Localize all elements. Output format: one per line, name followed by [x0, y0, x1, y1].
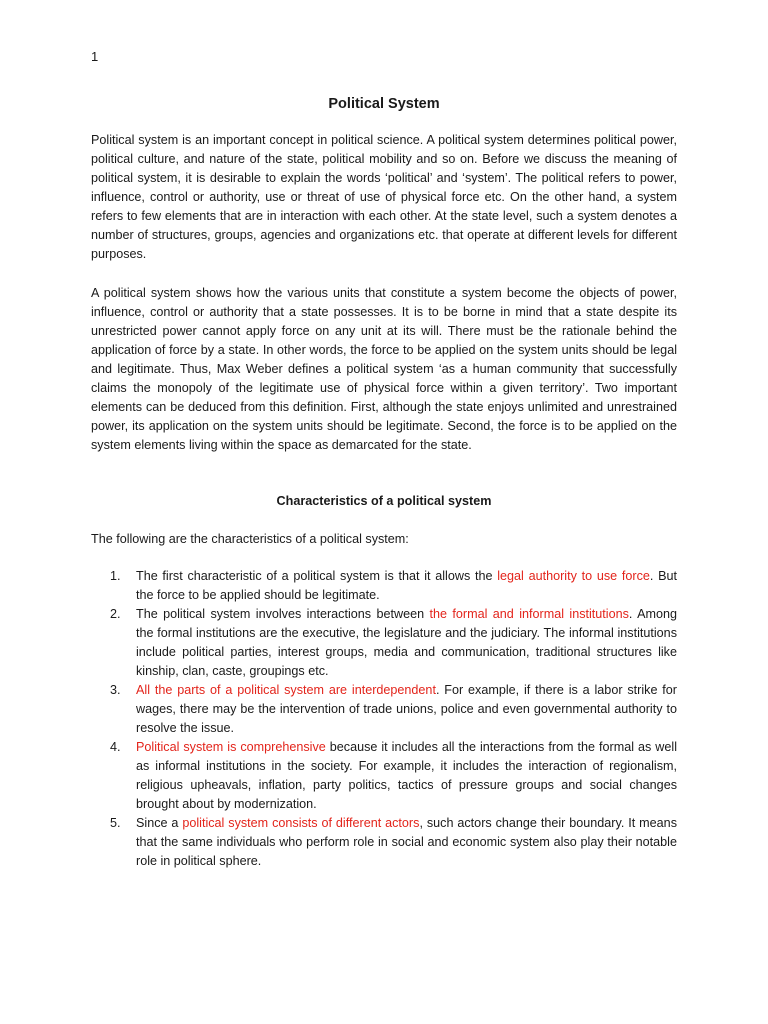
- item-text: because it includes all the interactions from the formal as well as informal institutions in the society. For example, it includes the interaction of regionalism, religious upheavals, inflation, party politics, tactics of pressure groups and social changes brought about by modernization.: [136, 740, 677, 811]
- item-text: . For example, if there is a labor strike for wages, there may be the intervention of trade unions, police and even governmental authority to resolve the issue.: [136, 683, 678, 735]
- list-item: [91, 681, 677, 738]
- highlighted-text: legal authority to use force: [497, 569, 650, 583]
- highlighted-text: the formal and informal institutions: [429, 607, 629, 621]
- item-text: . Among the formal institutions are the executive, the legislature and the judiciary. The informal institutions include political parties, interest groups, media and communication, traditional structures like kinship, clan, caste, groupings etc.: [136, 607, 678, 678]
- list-item: [91, 605, 677, 681]
- item-text: . But the force to be applied should be legitimate.: [136, 569, 678, 602]
- list-item: [91, 814, 677, 871]
- item-text: Since a: [136, 816, 183, 830]
- item-text: The political system involves interactions between: [136, 607, 430, 621]
- highlighted-text: Political system is comprehensive: [136, 740, 326, 754]
- list-item-number: 1.: [110, 569, 121, 583]
- document-title: Political System: [328, 96, 440, 112]
- list-intro: The following are the characteristics of a political system:: [91, 532, 409, 546]
- list-item-number: 3.: [110, 683, 121, 697]
- paragraph: Political system is an important concept in political science. A political system determines political power, political culture, and nature of the state, political mobility and so on. Before we discuss the meaning of political system, it is desirable to explain the words ‘political’ and ‘system’. The political refers to power, influence, control or authority, use or threat of use of physical force etc. On the other hand, a system refers to few elements that are in interaction with each other. At the state level, such a system denotes a number of structures, groups, agencies and organizations etc. that operate at different levels for different purposes.: [91, 133, 677, 261]
- highlighted-text: political system consists of different actors: [182, 816, 420, 830]
- page-number: 1: [91, 49, 99, 64]
- paragraph: A political system shows how the various units that constitute a system become the objects of power, influence, control or authority that a state possesses. It is to be borne in mind that a state despite its unrestricted power cannot apply force on any unit at its will. There must be the rationale behind the application of force by a state. In other words, the force to be applied on the system units should be legal and legitimate. Thus, Max Weber defines a political system ‘as a human community that successfully claims the monopoly of the legitimate use of physical force within a given territory’. Two important elements can be deduced from this definition. First, although the state enjoys unlimited and unrestrained power, its application on the system units should be legitimate. Second, the force is to be applied on the system elements living within the space as demarcated for the state.: [91, 286, 677, 452]
- characteristics-list: [91, 567, 677, 871]
- item-text: , such actors change their boundary. It means that the same individuals who perform role in social and economic system also play their notable role in political sphere.: [136, 816, 677, 868]
- highlighted-text: All the parts of a political system are interdependent: [136, 683, 436, 697]
- item-text: The first characteristic of a political system is that it allows the: [136, 569, 498, 583]
- list-item-number: 5.: [110, 816, 121, 830]
- list-item-number: 4.: [110, 740, 121, 754]
- list-item: [91, 738, 677, 814]
- list-item: [91, 567, 677, 605]
- list-item-number: 2.: [110, 607, 121, 621]
- section-title: Characteristics of a political system: [276, 494, 492, 508]
